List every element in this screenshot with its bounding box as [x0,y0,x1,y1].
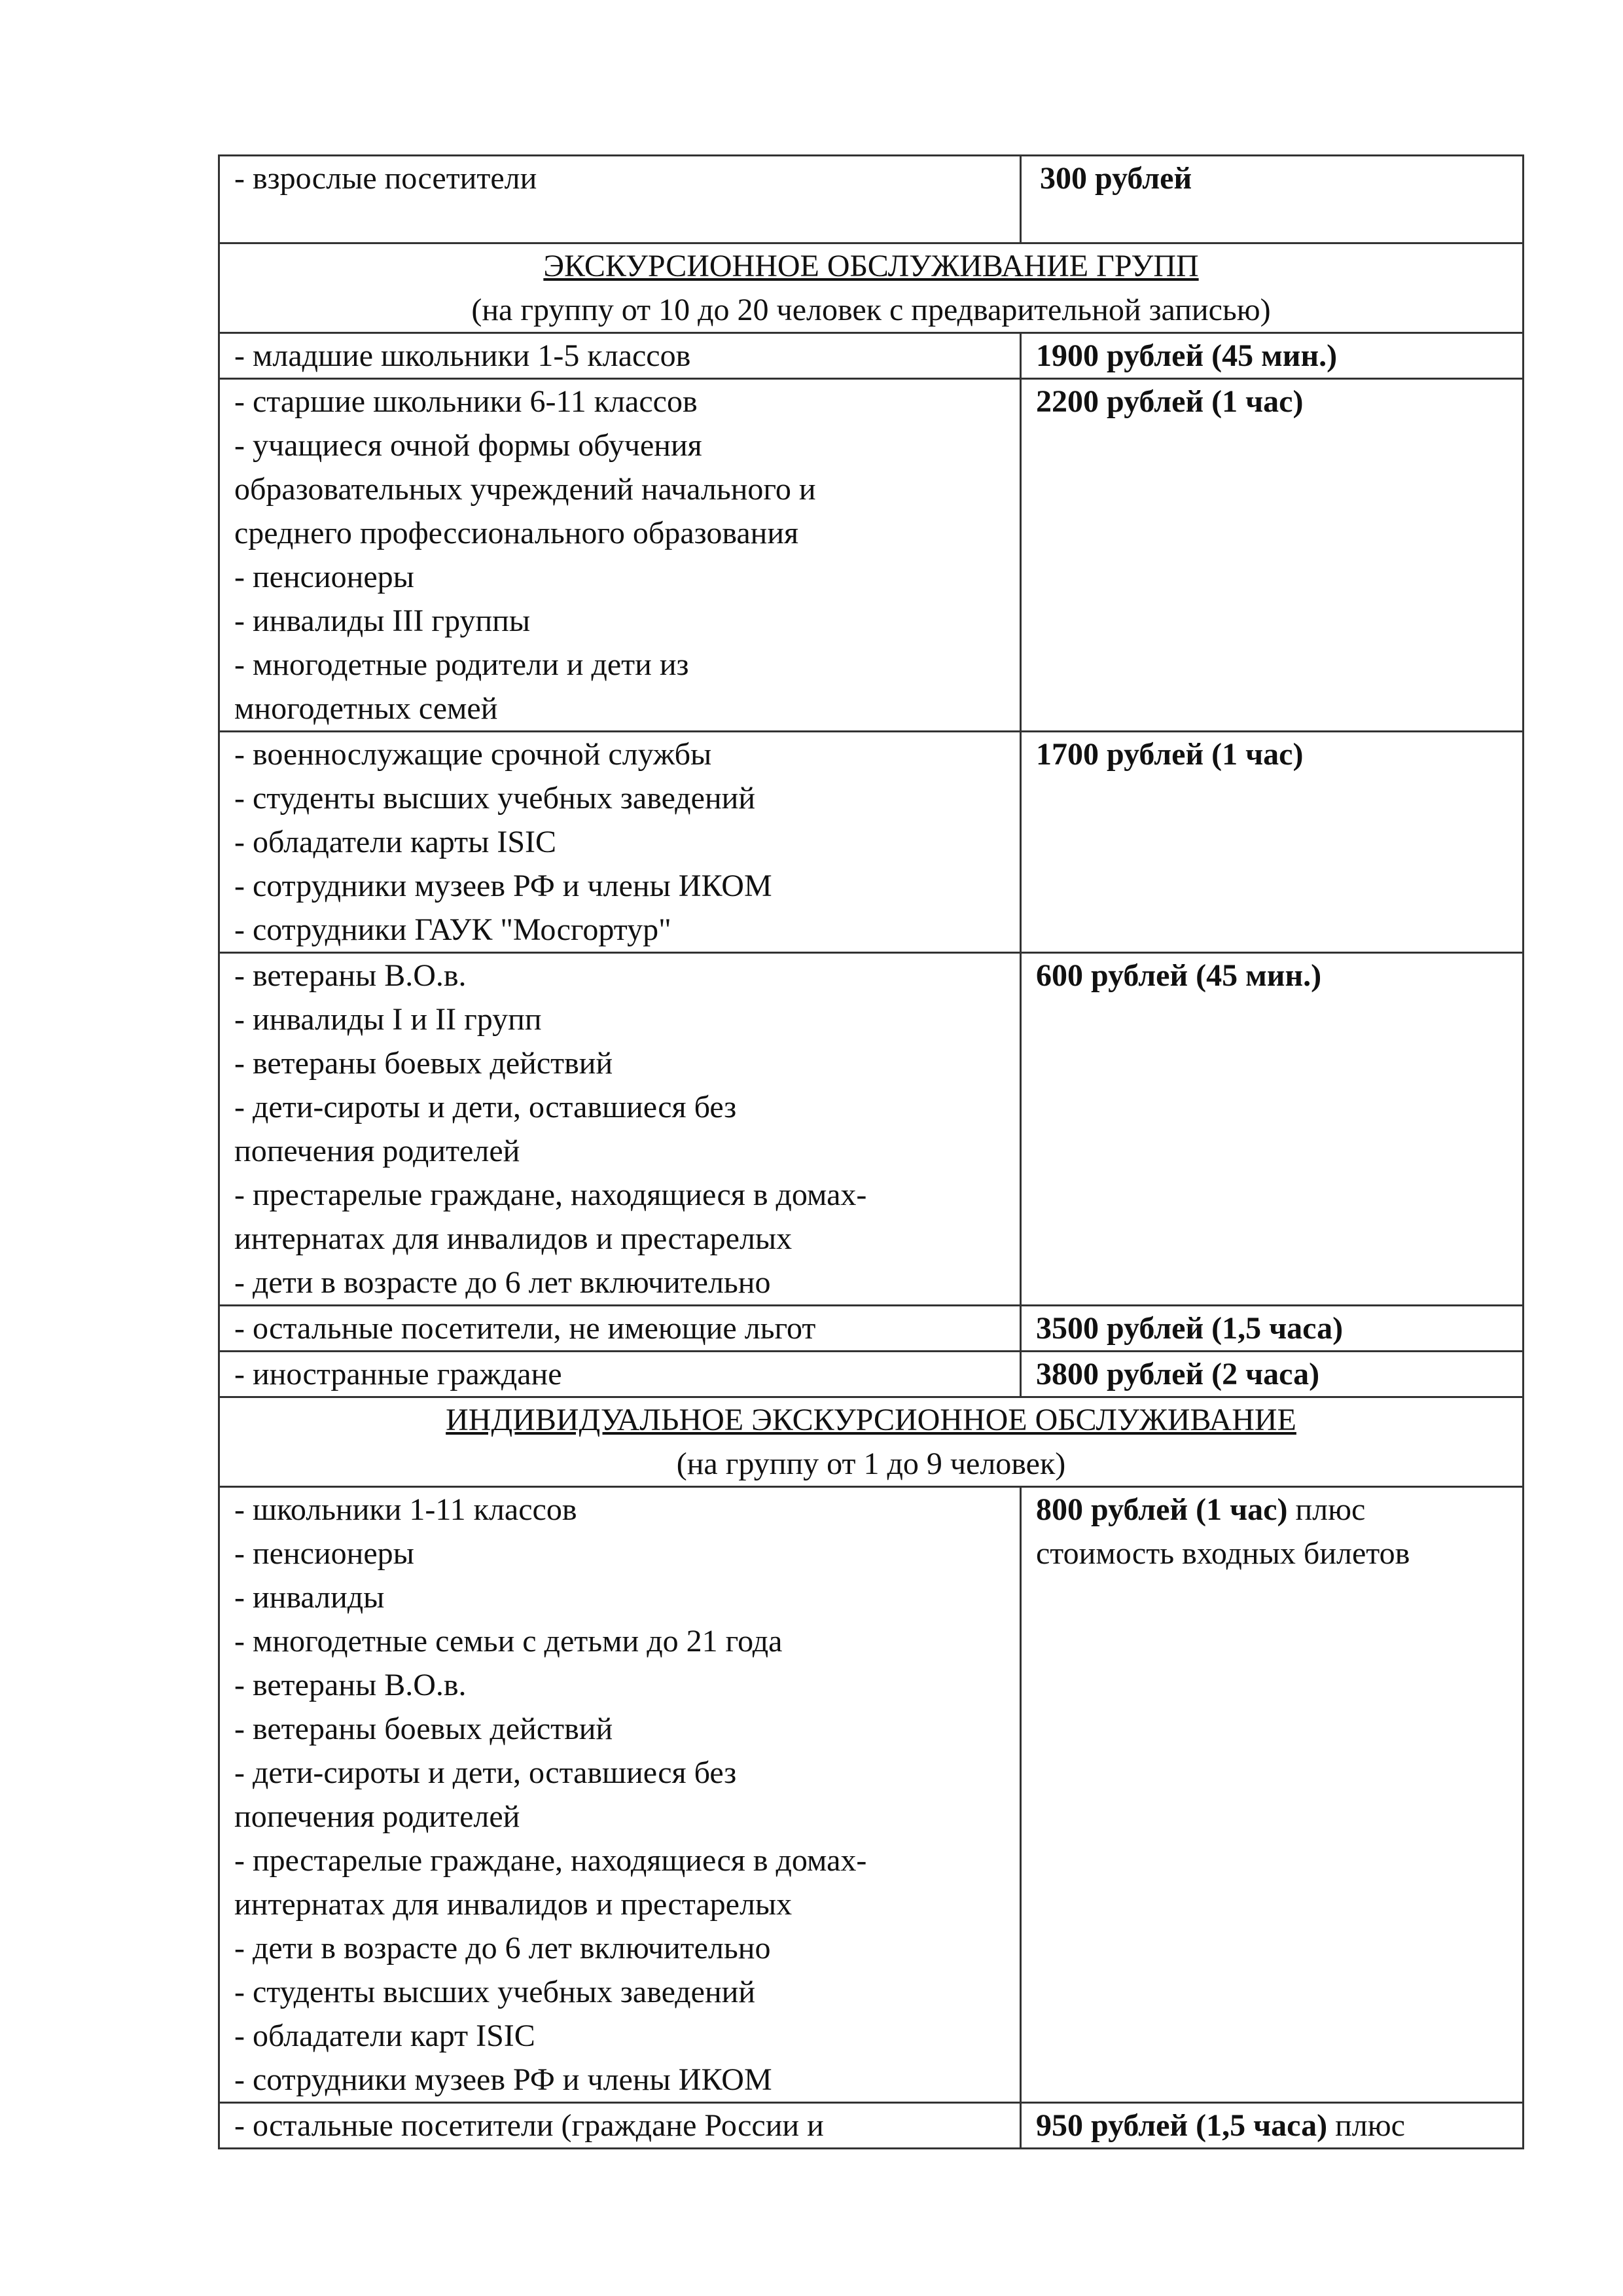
category-cell [219,333,1021,379]
category-cell [219,2103,1021,2149]
category-line: - многодетные родители и дети из [234,647,689,682]
price-note: плюс [1287,1492,1366,1527]
table-row [219,1306,1524,1352]
price-text: 3800 рублей (2 часа) [1036,1357,1320,1391]
category-cell [219,1352,1021,1397]
category-line: - иностранные граждане [234,1357,562,1391]
price-cell [1021,1487,1524,2103]
category-line: - учащиеся очной формы обучения [234,428,702,463]
category-cell [219,1487,1021,2103]
price-cell [1021,1352,1524,1397]
price-cell [1021,156,1524,243]
price-cell [1021,333,1524,379]
price-cell [1021,2103,1524,2149]
price-text: 2200 рублей (1 час) [1036,384,1304,419]
category-line: - студенты высших учебных заведений [234,1975,756,2009]
category-line: - ветераны боевых действий [234,1712,613,1746]
category-line: - дети в возрасте до 6 лет включительно [234,1931,771,1965]
category-line: попечения родителей [234,1134,520,1168]
category-line: - сотрудники музеев РФ и члены ИКОМ [234,869,772,903]
price-text [1036,2104,1522,2147]
section-title: ИНДИВИДУАЛЬНОЕ ЭКСКУРСИОННОЕ ОБСЛУЖИВАНИЕ [446,1403,1296,1437]
category-line: многодетных семей [234,691,498,726]
category-line: - инвалиды III группы [234,603,531,638]
section-subtitle: (на группу от 10 до 20 человек с предварительной записью) [471,293,1271,327]
category-line: - сотрудники ГАУК "Мосгортур" [234,912,671,947]
category-line: - младшие школьники 1-5 классов [234,338,691,373]
category-line: образовательных учреждений начального и [234,472,816,507]
category-cell [219,732,1021,953]
category-line: - престарелые граждане, находящиеся в домах- [234,1177,867,1212]
price-table [218,154,1524,2149]
table-row [219,1487,1524,2103]
section-header-row [219,243,1524,333]
section-header-cell [219,243,1524,333]
section-header-row [219,1397,1524,1487]
table-row [219,156,1524,243]
category-line: - обладатели карты ISIC [234,825,557,859]
category-line: - пенсионеры [234,560,414,594]
section-title: ЭКСКУРСИОННОЕ ОБСЛУЖИВАНИЕ ГРУПП [543,249,1199,283]
table-row [219,953,1524,1306]
category-line: - дети-сироты и дети, оставшиеся без [234,1755,737,1790]
category-line: - ветераны боевых действий [234,1046,613,1081]
category-line: - дети-сироты и дети, оставшиеся без [234,1090,737,1124]
category-line: - ветераны В.О.в. [234,958,467,993]
price-text [1036,1488,1522,1532]
category-line: - дети в возрасте до 6 лет включительно [234,1265,771,1300]
price-note: плюс [1327,2108,1405,2143]
category-line: интернатах для инвалидов и престарелых [234,1221,793,1256]
category-cell [219,379,1021,732]
price-cell [1021,379,1524,732]
category-line: попечения родителей [234,1799,520,1834]
price-text: 1700 рублей (1 час) [1036,737,1304,772]
category-line: - инвалиды [234,1580,385,1615]
category-line: - ветераны В.О.в. [234,1668,467,1702]
price-cell [1021,732,1524,953]
table-row [219,2103,1524,2149]
category-line: среднего профессионального образования [234,516,799,550]
price-text: 1900 рублей (45 мин.) [1036,338,1338,373]
table-row [219,732,1524,953]
category-line: - студенты высших учебных заведений [234,781,756,816]
category-line: интернатах для инвалидов и престарелых [234,1887,793,1922]
category-line: - старшие школьники 6-11 классов [234,384,698,419]
category-line: - сотрудники музеев РФ и члены ИКОМ [234,2062,772,2097]
table-row [219,379,1524,732]
price-amount: 800 рублей (1 час) [1036,1492,1288,1527]
category-line: - взрослые посетители [234,161,537,196]
category-line: - многодетные семьи с детьми до 21 года [234,1624,783,1659]
table-row [219,333,1524,379]
section-header-cell [219,1397,1524,1487]
category-line: - остальные посетители (граждане России и [234,2108,824,2143]
price-text: 3500 рублей (1,5 часа) [1036,1311,1344,1346]
price-cell [1021,953,1524,1306]
price-amount: 950 рублей (1,5 часа) [1036,2108,1328,2143]
price-text: 600 рублей (45 мин.) [1036,958,1322,993]
category-line: - престарелые граждане, находящиеся в домах- [234,1843,867,1878]
category-line: - школьники 1-11 классов [234,1492,577,1527]
price-text: 300 рублей [1040,161,1192,196]
category-line: - остальные посетители, не имеющие льгот [234,1311,816,1346]
section-subtitle: (на группу от 1 до 9 человек) [676,1446,1066,1481]
category-line: - военнослужащие срочной службы [234,737,712,772]
category-line: - пенсионеры [234,1536,414,1571]
category-line: - инвалиды I и II групп [234,1002,542,1037]
price-note: стоимость входных билетов [1036,1536,1410,1571]
category-cell [219,953,1021,1306]
table-row [219,1352,1524,1397]
category-cell [219,1306,1021,1352]
category-cell [219,156,1021,243]
price-cell [1021,1306,1524,1352]
category-line: - обладатели карт ISIC [234,2018,535,2053]
